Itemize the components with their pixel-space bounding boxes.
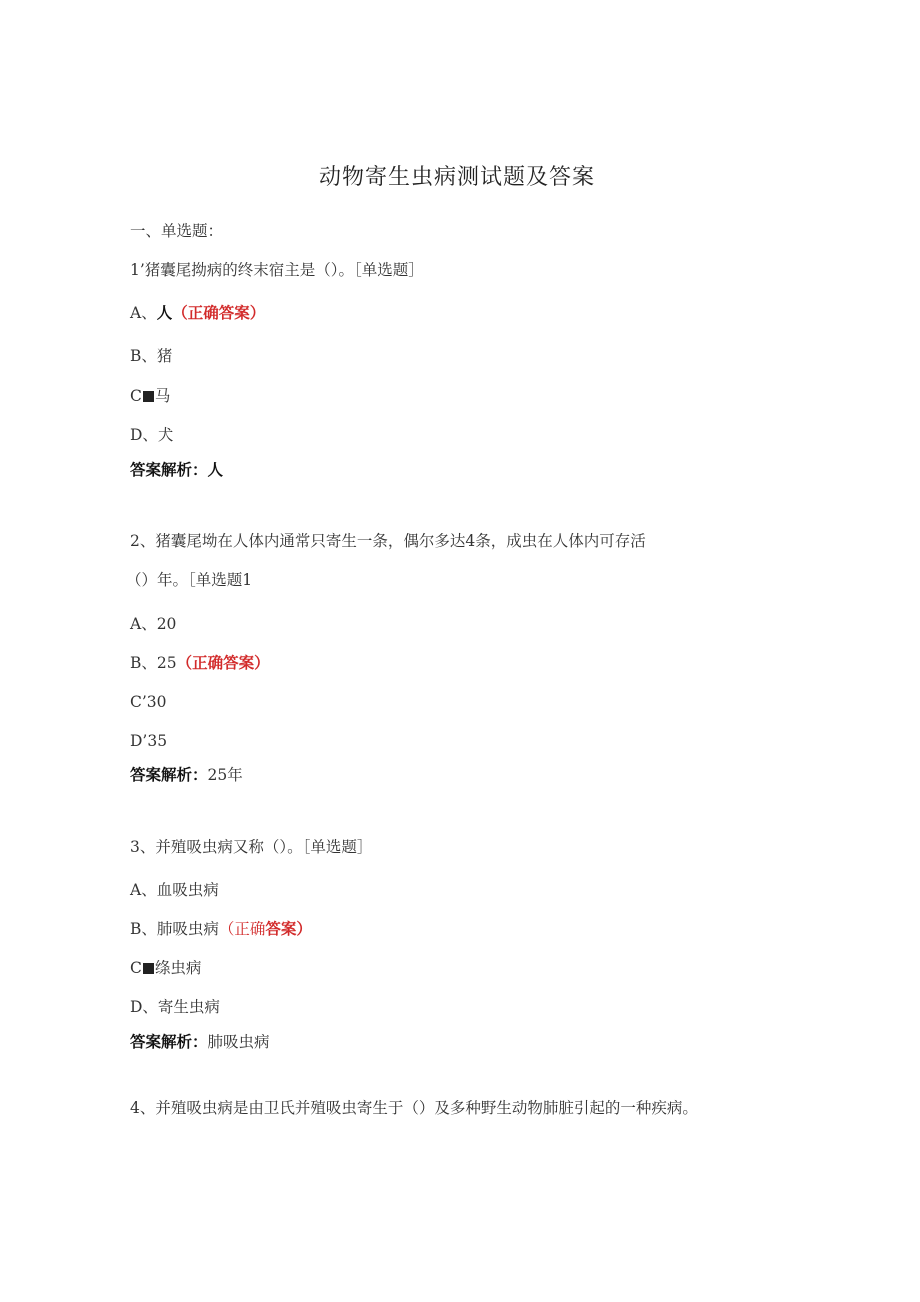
question-4-stem: 4、并殖吸虫病是由卫氏并殖吸虫寄生于（）及多种野生动物肺脏引起的一种疾病。 [130,1099,698,1117]
option-c-prefix: C [130,387,142,405]
question-2-stem-line-2: （）年。［单选题1 [126,571,253,589]
question-1-option-b: B、猪 [130,347,173,365]
question-1-analysis [130,459,223,481]
question-3-stem: 3、并殖吸虫病又称（）。［单选题］ [130,838,373,856]
correct-answer-mark: （正确答案） [172,303,266,322]
question-2-analysis [130,764,243,786]
black-square-icon [143,391,154,402]
question-2-option-d: D’35 [130,732,168,750]
question-3-option-a: A、血吸虫病 [130,881,219,899]
page-title: 动物寄生虫病测试题及答案 [318,165,595,190]
option-c-text: 马 [154,387,171,405]
analysis-text: 人 [207,460,224,479]
question-2-option-b [130,652,270,674]
question-2-option-c: C’30 [130,693,167,711]
section-heading: 一、单选题： [130,222,224,240]
analysis-label: 答案解析： [130,765,208,784]
question-3-analysis [130,1031,270,1053]
question-1-stem: 1’猪囊尾拗病的终末宿主是（）。［单选题］ [130,261,424,279]
correct-answer-mark-bold: 答案） [265,919,312,938]
question-3-option-b [130,918,312,940]
correct-answer-mark-light: （正确 [218,920,266,938]
question-3-option-c [130,957,201,979]
option-c-text: 绦虫病 [154,959,202,977]
analysis-label: 答案解析： [130,460,208,479]
question-1-option-d: D、犬 [130,426,174,444]
question-1-option-c [130,385,170,407]
question-2-stem-line-1: 2、猪囊尾坳在人体内通常只寄生一条，偶尔多达4条，成虫在人体内可存活 [130,532,646,550]
question-3-option-d: D、寄生虫病 [130,998,220,1016]
correct-answer-mark: （正确答案） [176,653,270,672]
analysis-label: 答案解析： [130,1032,208,1051]
option-a-text: 人 [156,303,173,322]
question-2-option-a: A、20 [130,615,177,633]
option-b-text: B、25 [130,654,177,672]
analysis-text: 25年 [207,766,243,784]
analysis-text: 肺吸虫病 [207,1033,270,1051]
black-square-icon [143,963,154,974]
option-a-prefix: A、 [130,304,157,322]
question-1-option-a [130,302,265,324]
option-c-prefix: C [130,959,142,977]
option-b-text: B、肺吸虫病 [130,920,219,938]
